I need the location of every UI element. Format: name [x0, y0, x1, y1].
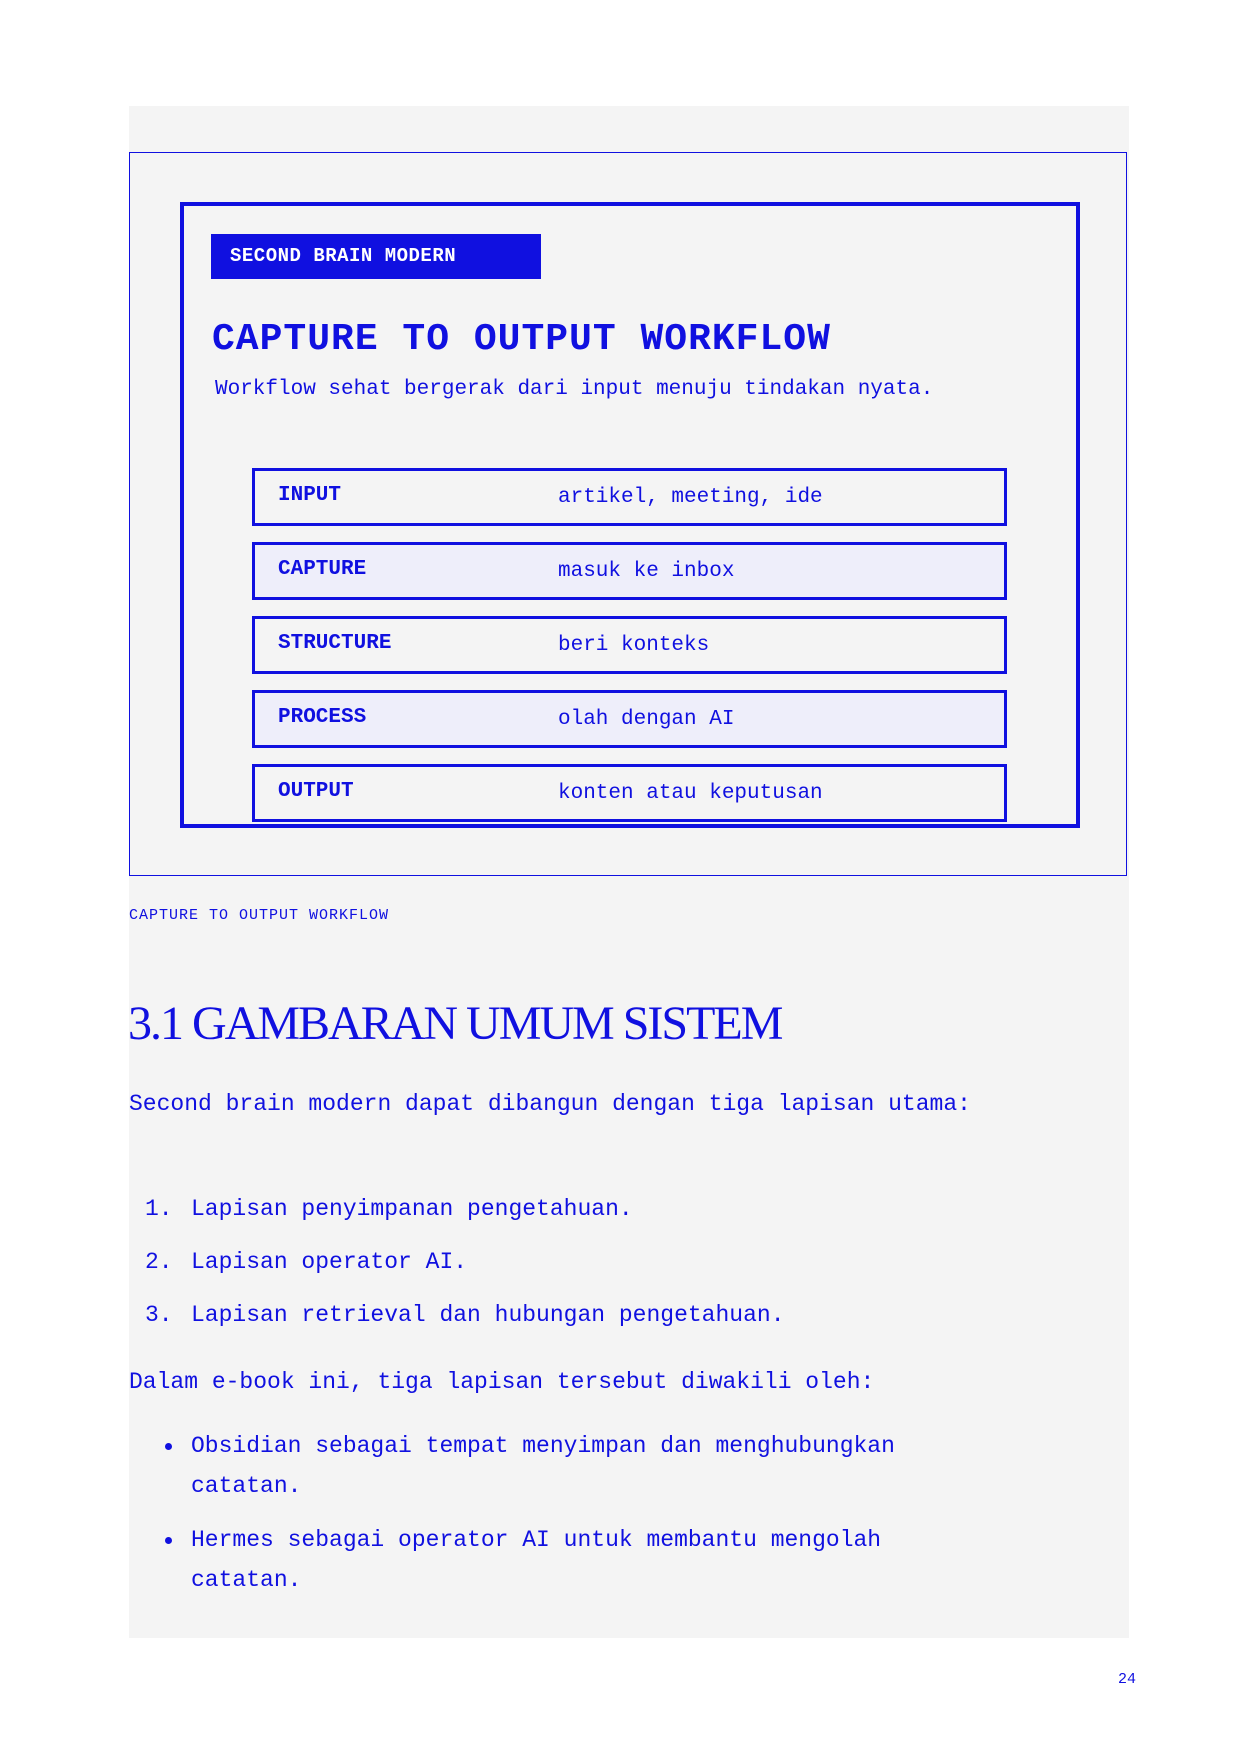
step-description: artikel, meeting, ide — [558, 486, 823, 509]
bullet-icon — [165, 1537, 172, 1544]
list-item-text: Lapisan penyimpanan pengetahuan. — [191, 1196, 633, 1222]
lead-paragraph: Dalam e-book ini, tiga lapisan tersebut diwakili oleh: — [129, 1369, 875, 1395]
workflow-step-structure — [252, 616, 1007, 674]
workflow-step-output — [252, 764, 1007, 822]
bullet-text: Obsidian sebagai tempat menyimpan dan menghubungkan catatan. — [191, 1433, 895, 1499]
diagram-subtitle: Workflow sehat bergerak dari input menuju tindakan nyata. — [215, 378, 934, 401]
step-label: CAPTURE — [278, 558, 367, 581]
bullet-text: Hermes sebagai operator AI untuk membantu mengolah catatan. — [191, 1527, 882, 1593]
workflow-step-process — [252, 690, 1007, 748]
bullet-item — [161, 1520, 991, 1600]
list-item — [145, 1300, 785, 1330]
step-label: PROCESS — [278, 706, 367, 729]
list-number: 1. — [145, 1196, 173, 1222]
list-item — [145, 1194, 633, 1224]
step-description: konten atau keputusan — [558, 782, 823, 805]
bullet-icon — [165, 1443, 172, 1450]
step-description: olah dengan AI — [558, 708, 735, 731]
list-number: 2. — [145, 1249, 173, 1275]
workflow-step-input — [252, 468, 1007, 526]
page-number: 24 — [1118, 1671, 1137, 1688]
bullet-item — [161, 1426, 991, 1506]
step-description: beri konteks — [558, 634, 710, 657]
figure-caption: CAPTURE TO OUTPUT WORKFLOW — [129, 907, 390, 924]
list-number: 3. — [145, 1302, 173, 1328]
step-description: masuk ke inbox — [558, 560, 735, 583]
list-item — [145, 1247, 467, 1277]
section-heading: 3.1 GAMBARAN UMUM SISTEM — [128, 997, 782, 1050]
list-item-text: Lapisan operator AI. — [191, 1249, 468, 1275]
intro-paragraph: Second brain modern dapat dibangun dengan tiga lapisan utama: — [129, 1091, 971, 1117]
step-label: OUTPUT — [278, 780, 354, 803]
list-item-text: Lapisan retrieval dan hubungan pengetahuan. — [191, 1302, 785, 1328]
diagram-kicker: SECOND BRAIN MODERN — [211, 234, 541, 279]
workflow-step-capture — [252, 542, 1007, 600]
step-label: INPUT — [278, 484, 342, 507]
step-label: STRUCTURE — [278, 632, 392, 655]
diagram-title: CAPTURE TO OUTPUT WORKFLOW — [212, 318, 831, 361]
